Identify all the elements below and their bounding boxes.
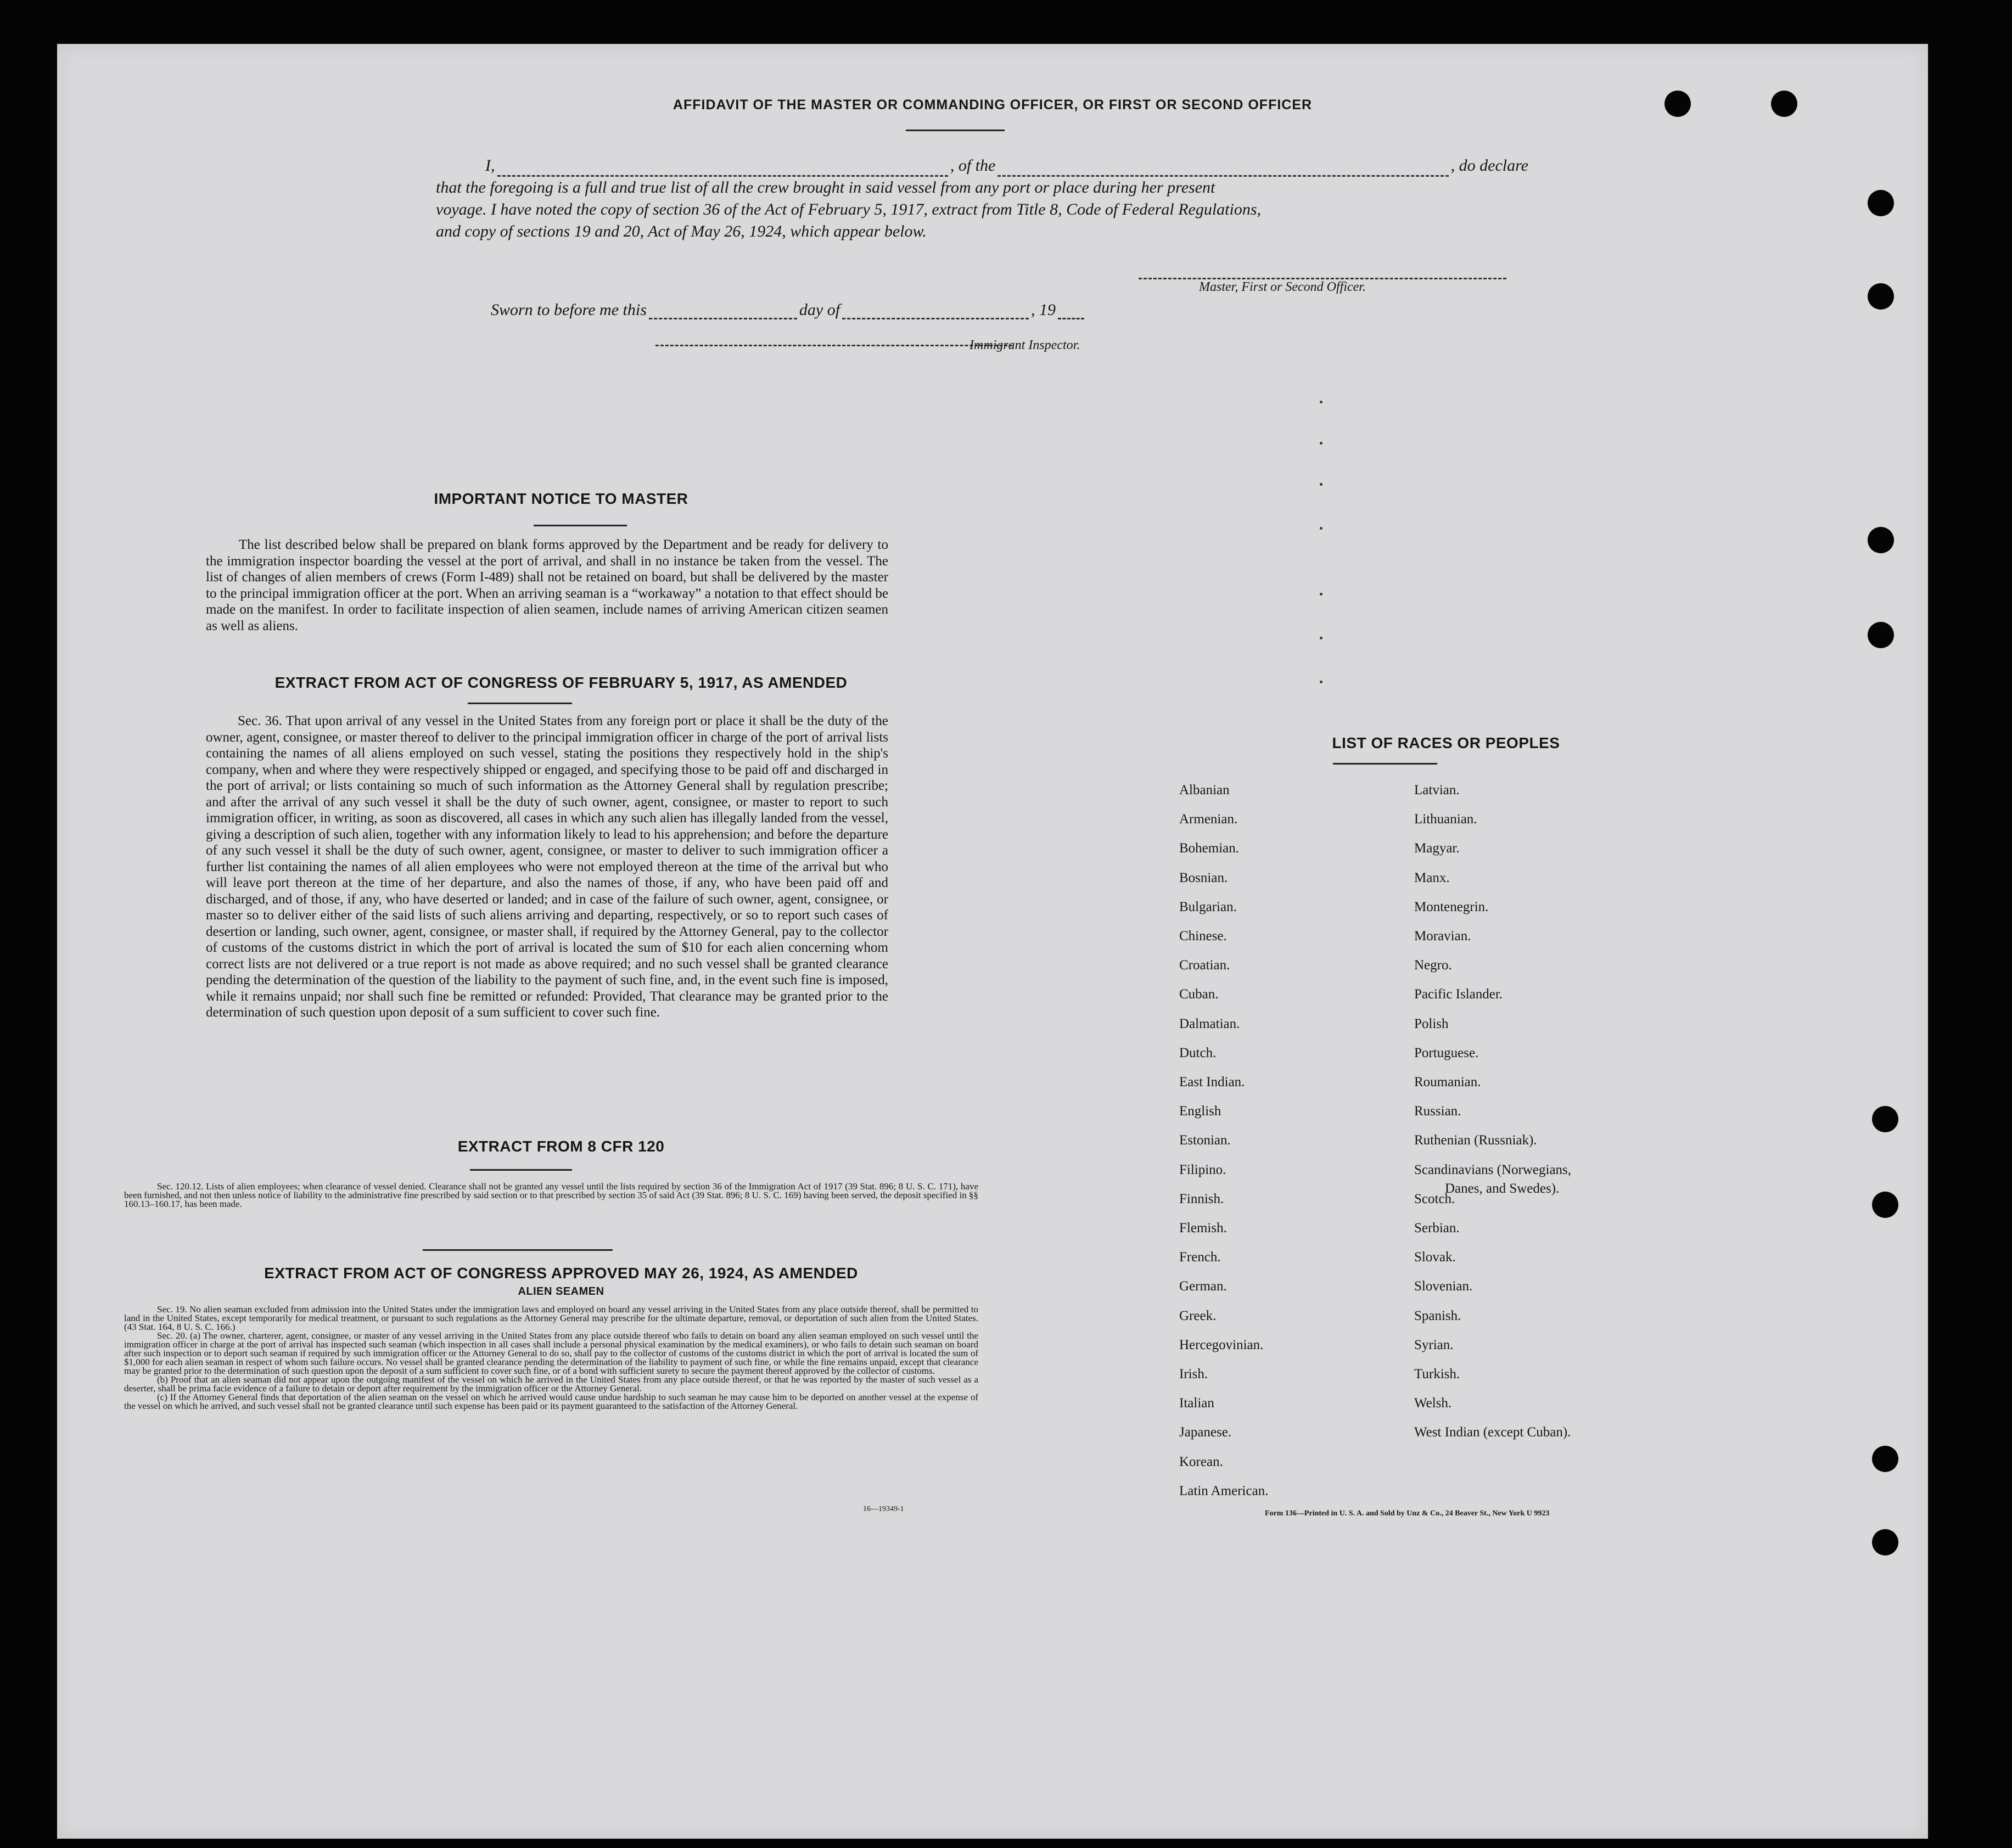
race-item: English <box>1179 1104 1221 1119</box>
race-item: Armenian. <box>1179 812 1238 827</box>
master-signature-line <box>1139 278 1506 279</box>
race-item: Hercegovinian. <box>1179 1337 1264 1352</box>
race-item: German. <box>1179 1279 1227 1294</box>
inspector-signature-label: Immigrant Inspector. <box>969 338 1080 352</box>
title-rule <box>906 130 1005 131</box>
binder-hole <box>1872 1446 1898 1472</box>
binder-hole <box>1872 1106 1898 1132</box>
race-item: Pacific Islander. <box>1414 987 1503 1002</box>
speck <box>1320 442 1322 445</box>
races-heading: LIST OF RACES OR PEOPLES <box>1332 734 1560 751</box>
binder-hole <box>1868 190 1894 216</box>
race-item: Korean. <box>1179 1454 1223 1469</box>
speck <box>1320 681 1322 683</box>
race-item: Danes, and Swedes). <box>1445 1181 1560 1196</box>
declaration-line1-b: , of the <box>950 156 996 175</box>
race-item: Portuguese. <box>1414 1045 1479 1060</box>
declaration-line1-c: , do declare <box>1450 156 1528 175</box>
race-item: Negro. <box>1414 958 1452 973</box>
race-item: Slovenian. <box>1414 1279 1473 1294</box>
race-item: Albanian <box>1179 783 1230 797</box>
extract-1924-heading: EXTRACT FROM ACT OF CONGRESS APPROVED MAY 26, 1924, AS AMENDED <box>264 1265 858 1282</box>
races-rule <box>1333 763 1437 765</box>
binder-hole <box>1872 1192 1898 1218</box>
extract-1917-heading: EXTRACT FROM ACT OF CONGRESS OF FEBRUARY 5, 1917, AS AMENDED <box>274 674 848 691</box>
master-signature-label: Master, First or Second Officer. <box>1199 280 1366 294</box>
sec-20b: (b) Proof that an alien seaman did not appear upon the outgoing manifest of the vessel on which he arrived in the United States from any place outside thereof, or that he was reported by the master of such vessel as a deserter, shall be prima facie evidence of a failure to detain or deport after requirement by the immigration officer or the Attorney General. <box>124 1374 978 1394</box>
race-item: French. <box>1179 1250 1221 1265</box>
extract-1924-body <box>124 1305 978 1411</box>
binder-hole <box>1872 1529 1898 1555</box>
race-item: Spanish. <box>1414 1308 1461 1323</box>
separator-rule <box>423 1249 613 1251</box>
declaration-line4: and copy of sections 19 and 20, Act of May 26, 1924, which appear below. <box>436 222 927 240</box>
binder-hole <box>1868 527 1894 553</box>
race-item: Cuban. <box>1179 987 1219 1002</box>
race-item: Japanese. <box>1179 1425 1232 1440</box>
race-item: Ruthenian (Russniak). <box>1414 1133 1537 1148</box>
race-item: Roumanian. <box>1414 1075 1481 1089</box>
year-blank <box>1058 318 1084 319</box>
race-item: Croatian. <box>1179 958 1230 973</box>
speck <box>1320 593 1322 596</box>
notice-body: The list described below shall be prepared on blank forms approved by the Department and be ready for delivery to the immigration inspector boarding the vessel at the port of arrival, and shall in no instance be taken from the vessel. The list of changes of alien members of crews (Form I-489) shall not be retained on board, but shall be delivered by the master to the principal immigration officer at the port. When an arriving seaman is a “workaway” a notation to that effect should be made on the manifest. In order to facilitate inspection of alien seamen, include names of arriving American citizen seamen as well as aliens. <box>206 537 888 633</box>
form-footer: Form 136—Printed in U. S. A. and Sold by Unz & Co., 24 Beaver St., New York U 9923 <box>1265 1509 1550 1518</box>
declaration-line1-a: I, <box>485 156 495 175</box>
affidavit-title: AFFIDAVIT OF THE MASTER OR COMMANDING OFFICER, OR FIRST OR SECOND OFFICER <box>672 97 1313 113</box>
race-item: Bohemian. <box>1179 841 1240 856</box>
race-item: Latin American. <box>1179 1483 1269 1498</box>
race-item: West Indian (except Cuban). <box>1414 1425 1571 1440</box>
race-item: Dalmatian. <box>1179 1016 1240 1031</box>
race-item: Syrian. <box>1414 1337 1454 1352</box>
race-item: Italian <box>1179 1396 1214 1411</box>
sec-20a: Sec. 20. (a) The owner, charterer, agent, consignee, or master of any vessel arriving in the United States from any place outside thereof who fails to detain on board any alien seaman employed on such vessel until the immigration officer in charge at the port of arrival has inspected such seaman (which inspection in all cases shall include a personal physical examination by the medical examiners), or who fails to detain such seaman on board after such inspection or to deport such seaman if required by such immigration officer or the Attorney General to do so, shall pay to the collector of customs of the customs district in which the port of arrival is located the sum of $1,000 for each alien seaman in respect of whom such failure occurs. No vessel shall be granted clearance pending the determination of the liability to payment of such fine, or while the fine remains unpaid, except that clearance may be granted prior to the determination of such question upon the deposit of a sum sufficient to cover such fine, or of a bond with sufficient surety to secure the payment thereof approved by the collector of customs. <box>124 1330 978 1376</box>
binder-hole <box>1868 622 1894 648</box>
race-item: Scotch. <box>1414 1191 1455 1206</box>
race-item: Russian. <box>1414 1104 1461 1119</box>
race-item: Welsh. <box>1414 1396 1452 1411</box>
binder-hole <box>1868 283 1894 310</box>
sworn-a: Sworn to before me this <box>491 301 647 319</box>
extract-1917-body: Sec. 36. That upon arrival of any vessel in the United States from any foreign port or place it shall be the duty of the owner, agent, consignee, or master thereof to deliver to the principal immigration officer in charge of the port of arrival lists containing the names of all aliens employed on such vessel, stating the positions they respectively hold in the ship's company, when and where they were respectively shipped or engaged, and specifying those to be paid off and discharged in the port of arrival; or lists containing so much of such information as the Attorney General shall by regulation prescribe; and after the arrival of any such vessel it shall be the duty of such owner, agent, consignee, or master to report to such immigration officer, in writing, as soon as discovered, all cases in which any such alien has illegally landed from the vessel, giving a description of such alien, together with any information likely to lead to his apprehension; and before the departure of any such vessel it shall be the duty of such owner, agent, consignee, or master to deliver to such immigration officer a further list containing the names of all alien employees who were not employed thereon at the time of the arrival but who will leave port thereon at the time of her departure, and also the names of those, if any, who have been paid off and discharged, and of those, if any, who have deserted or landed; and in case of the failure of such owner, agent, consignee, or master so to deliver either of the said lists of such aliens arriving and departing, respectively, or so to report such cases of desertion or landing, such owner, agent, consignee, or master shall, if required by the Attorney General, pay to the collector of customs of the customs district in which the port of arrival is located the sum of $10 for each alien concerning whom correct lists are not delivered or a true report is not made as above required; and no such vessel shall be granted clearance pending the determination of the question of the liability to the payment of such fine, and, in the event such fine is imposed, while it remains unpaid; nor shall such fine be remitted or refunded: Provided, That clearance may be granted prior to the determination of such question upon deposit of a sum sufficient to cover such fine. <box>206 714 888 1020</box>
declaration-text <box>436 155 1528 243</box>
race-item: Chinese. <box>1179 929 1227 943</box>
race-item: Polish <box>1414 1016 1449 1031</box>
race-item: Bosnian. <box>1179 870 1228 885</box>
speck <box>1320 401 1322 403</box>
sworn-statement <box>491 301 1086 319</box>
sworn-b: day of <box>799 301 840 319</box>
extract-1917-rule <box>468 703 572 704</box>
binder-hole <box>1771 91 1797 117</box>
race-item: Bulgarian. <box>1179 899 1237 914</box>
race-item: Moravian. <box>1414 929 1471 943</box>
declaration-line3: voyage. I have noted the copy of section 36 of the Act of February 5, 1917, extract from Title 8, Code of Federal Regulations, <box>436 200 1262 218</box>
form-number: 16—19349-1 <box>863 1505 904 1513</box>
race-item: Magyar. <box>1414 841 1460 856</box>
race-item: Dutch. <box>1179 1045 1217 1060</box>
declaration-line2: that the foregoing is a full and true list of all the crew brought in said vessel from any port or place during her present <box>436 178 1215 196</box>
race-item: Manx. <box>1414 870 1450 885</box>
speck <box>1320 483 1322 486</box>
race-item: Filipino. <box>1179 1162 1226 1177</box>
speck <box>1320 527 1322 530</box>
notice-heading: IMPORTANT NOTICE TO MASTER <box>434 490 688 507</box>
document-sheet <box>57 44 1928 1839</box>
race-item: Turkish. <box>1414 1367 1460 1381</box>
race-item: East Indian. <box>1179 1075 1245 1089</box>
inspector-signature-line <box>655 345 1012 346</box>
race-item: Scandinavians (Norwegians, <box>1414 1162 1572 1177</box>
sec-19: Sec. 19. No alien seaman excluded from admission into the United States under the immigration laws and employed on board any vessel arriving in the United States from any place outside thereof, shall be permitted to land in the United States, except temporarily for medical treatment, or pursuant to such regulations as the Attorney General may prescribe for the ultimate departure, removal, or deportation of such alien from the United States. (43 Stat. 164, 8 U. S. C. 166.) <box>124 1304 978 1332</box>
month-blank <box>842 318 1029 319</box>
extract-cfr-heading: EXTRACT FROM 8 CFR 120 <box>457 1138 665 1155</box>
race-item: Montenegrin. <box>1414 899 1489 914</box>
extract-cfr-body: Sec. 120.12. Lists of alien employees; when clearance of vessel denied. Clearance shall not be granted any vessel until the lists required by section 36 of the Immigration Act of 1917 (39 Stat. 896; 8 U. S. C. 171), have been furnished, and not then unless notice of liability to the administrative fine prescribed by said section or to that prescribed by section 35 of said Act (39 Stat. 896; 8 U. S. C. 169) having been served, the deposit specified in §§ 160.13–160.17, has been made. <box>124 1181 978 1209</box>
race-item: Irish. <box>1179 1367 1208 1381</box>
race-item: Flemish. <box>1179 1221 1227 1235</box>
race-item: Latvian. <box>1414 783 1460 797</box>
sworn-c: , 19 <box>1031 301 1056 319</box>
speck <box>1320 637 1322 639</box>
race-item: Greek. <box>1179 1308 1217 1323</box>
race-item: Slovak. <box>1414 1250 1456 1265</box>
day-blank <box>649 318 797 319</box>
sec-20c: (c) If the Attorney General finds that deportation of the alien seaman on the vessel on which he arrived would cause undue hardship to such seaman he may cause him to be deported on another vessel at the expense of the vessel on which he arrived, and such vessel shall not be granted clearance until such expense has been paid or its payment guaranteed to the satisfaction of the Attorney General. <box>124 1392 978 1411</box>
binder-hole <box>1664 91 1691 117</box>
race-item: Serbian. <box>1414 1221 1460 1235</box>
race-item: Estonian. <box>1179 1133 1231 1148</box>
alien-seamen-subheading: ALIEN SEAMEN <box>518 1285 604 1297</box>
extract-cfr-rule <box>470 1169 572 1171</box>
race-item: Finnish. <box>1179 1191 1224 1206</box>
notice-rule <box>534 525 627 526</box>
race-item: Lithuanian. <box>1414 812 1477 827</box>
